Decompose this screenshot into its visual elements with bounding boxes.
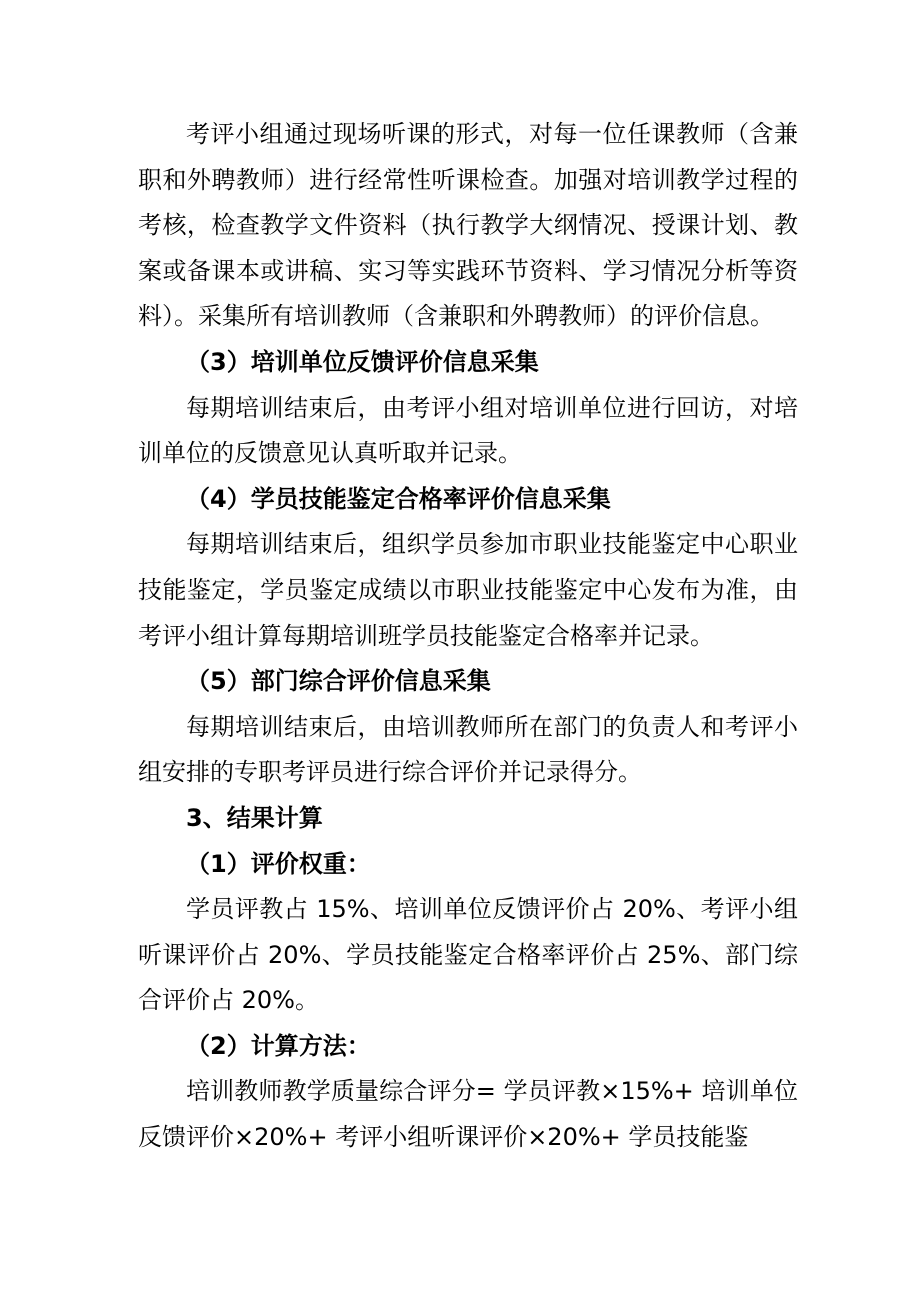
paragraph-skill-pass-rate: 每期培训结束后，组织学员参加市职业技能鉴定中心职业技能鉴定，学员鉴定成绩以市职业技能鉴定中心发布为准，由考评小组计算每期培训班学员技能鉴定合格率并记录。	[138, 530, 798, 650]
paragraph-department-evaluation: 每期培训结束后，由培训教师所在部门的负责人和考评小组安排的专职考评员进行综合评价并记录得分。	[138, 712, 798, 787]
heading-department-evaluation: （5）部门综合评价信息采集	[186, 667, 491, 696]
heading-calculation-method: （2）计算方法：	[186, 1031, 371, 1060]
heading-training-unit-feedback: （3）培训单位反馈评价信息采集	[186, 347, 539, 376]
paragraph-calculation-formula: 培训教师教学质量综合评分= 学员评教×15%+ 培训单位反馈评价×20%+ 考评小组听课评价×20%+ 学员技能鉴	[138, 1077, 798, 1152]
paragraph-training-unit-feedback: 每期培训结束后，由考评小组对培训单位进行回访，对培训单位的反馈意见认真听取并记录。	[138, 393, 798, 468]
section-heading-result-calculation: 3、结果计算	[186, 803, 323, 832]
paragraph-evaluation-weights: 学员评教占 15%、培训单位反馈评价占 20%、考评小组听课评价占 20%、学员技能鉴定合格率评价占 25%、部门综合评价占 20%。	[138, 895, 798, 1015]
heading-skill-pass-rate: （4）学员技能鉴定合格率评价信息采集	[186, 484, 611, 513]
paragraph-classroom-observation: 考评小组通过现场听课的形式，对每一位任课教师（含兼职和外聘教师）进行经常性听课检查。加强对培训教学过程的考核，检查教学文件资料（执行教学大纲情况、授课计划、教案或备课本或讲稿、实习等实践环节资料、学习情况分析等资料）。采集所有培训教师（含兼职和外聘教师）的评价信息。	[138, 120, 798, 331]
document-page	[138, 112, 798, 1161]
heading-evaluation-weights: （1）评价权重：	[186, 849, 371, 878]
